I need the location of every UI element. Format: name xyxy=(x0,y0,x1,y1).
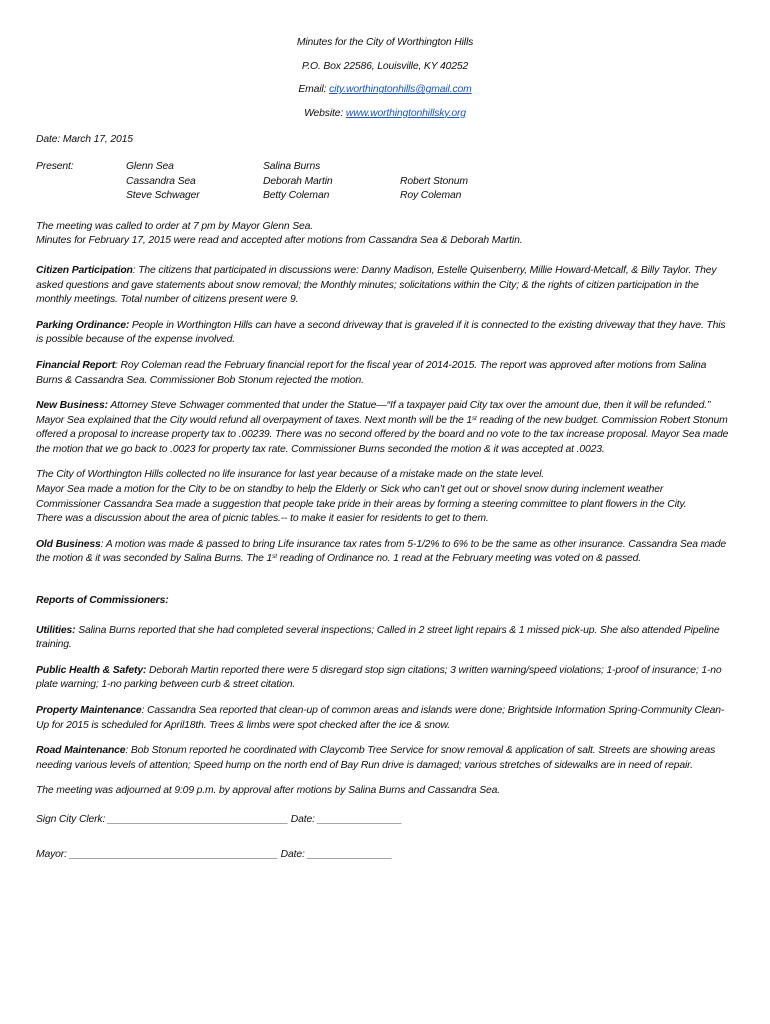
present-col-2 xyxy=(263,160,400,204)
section-heading: Citizen Participation xyxy=(36,264,133,276)
call-to-order: The meeting was called to order at 7 pm by Mayor Glenn Sea. xyxy=(36,220,314,232)
section-text: reading of Ordinance no. 1 read at the February meeting was voted on & passed. xyxy=(276,553,642,565)
insurance-line: The City of Worthington Hills collected no life insurance for last year because of a mistake made on the state level. xyxy=(36,469,545,481)
attendee: Robert Stonum xyxy=(400,175,468,187)
section-text: : Bob Stonum reported he coordinated with Claycomb Tree Service for snow removal & application of salt. Streets are showing areas needing various levels of attention; Speed hump on the north end of Bay Run drive is damaged; various stretches of sidewalks are in need of repair. xyxy=(36,745,716,771)
section-text: Attorney Steve Schwager commented that under the Statue—“If a taxpayer paid City tax over the amount due, then it will be refunded.” Mayor Sea explained that the City would refund all overpayment of taxes. Next month will be the 1 xyxy=(36,400,711,426)
clerk-signature-line: Sign City Clerk: ________________________________ Date: _______________ xyxy=(36,813,403,825)
insurance-line: Mayor Sea made a motion for the City to be on standby to help the Elderly or Sick who can’t get out or shovel snow during inclement weather xyxy=(36,484,664,496)
website-link[interactable]: www.worthingtonhillsky.org xyxy=(345,107,466,119)
email-line xyxy=(36,83,734,98)
mailing-address: P.O. Box 22586, Louisville, KY 40252 xyxy=(301,60,469,72)
email-link[interactable]: city.worthingtonhills@gmail.com xyxy=(329,84,472,96)
public-health-report xyxy=(36,664,734,693)
ordinal-suffix: st xyxy=(471,414,477,422)
attendee: Cassandra Sea xyxy=(126,175,196,187)
section-text: Salina Burns reported that she had completed several inspections; Called in 2 street light repairs & 1 missed pick-up. She also attended Pipeline training. xyxy=(36,624,720,651)
opening-paragraph xyxy=(36,220,734,249)
attendee: Roy Coleman xyxy=(400,190,462,202)
insurance-line: Commissioner Cassandra Sea made a suggestion that people take pride in their areas by forming a steering committee to plant flowers in the City. xyxy=(36,498,687,510)
section-text: : Roy Coleman read the February financial report for the fiscal year of 2014-2015. The report was approved after motions from Salina Burns & Cassandra Sea. Commissioner Bob Stonum rejected the motion. xyxy=(36,359,707,386)
website-line xyxy=(36,107,734,122)
attendee xyxy=(400,160,550,175)
old-business xyxy=(36,538,734,567)
ordinal-suffix: st xyxy=(272,553,277,561)
section-text: Deborah Martin reported there were 5 disregard stop sign citations; 3 written warning/speed violations; 1-proof of insurance; 1-no plate warning; 1-no parking between curb & street citation. xyxy=(36,664,722,691)
minutes-approval: Minutes for February 17, 2015 were read and accepted after motions from Cassandra Sea & Deborah Martin. xyxy=(36,235,523,247)
insurance-paragraph xyxy=(36,468,734,526)
financial-report xyxy=(36,359,734,388)
present-label: Present: xyxy=(36,160,74,172)
section-heading: Property Maintenance xyxy=(36,705,142,716)
attendee: Betty Coleman xyxy=(263,190,330,202)
website-label: Website: xyxy=(304,107,344,119)
attendee: Deborah Martin xyxy=(263,175,333,187)
attendee: Glenn Sea xyxy=(126,160,174,172)
section-text: : A motion was made & passed to bring Life insurance tax rates from 5-1/2% to 6% to be the same as other insurance. Cassandra Sea made the motion & it was seconded by Salina Burns. The 1 xyxy=(36,538,727,565)
present-list xyxy=(36,160,734,204)
present-col-3 xyxy=(400,160,550,204)
utilities-report xyxy=(36,624,734,653)
present-col-1 xyxy=(126,160,263,204)
section-text: reading of the new budget. Commission Robert Stonum offered a proposal to increase property tax to .00239. There was no second offered by the board and no vote to the tax increase proposal. Mayor Sea made the motion that we go back to .0023 for property tax rate. Commissioner Burns seconded the motion & it was accepted at .0023. xyxy=(36,414,729,455)
attendee: Steve Schwager xyxy=(126,190,200,202)
adjournment: The meeting was adjourned at 9:09 p.m. by approval after motions by Salina Burns and Cassandra Sea. xyxy=(36,785,500,797)
attendee: Salina Burns xyxy=(263,160,321,172)
parking-ordinance xyxy=(36,319,734,348)
section-text: : The citizens that participated in discussions were: Danny Madison, Estelle Quisenberry, Millie Howard-Metcalf, & Billy Taylor. They asked questions and gave statements about snow removal; the Monthly minutes; solicitations within the City; & the rights of citizen participation in the monthly meetings. Total number of citizens present were 9. xyxy=(36,264,717,306)
reports-heading xyxy=(36,594,734,609)
insurance-line: There was a discussion about the area of picnic tables.-- to make it easier for residents to get to them. xyxy=(36,513,489,525)
section-heading: Reports of Commissioners: xyxy=(36,595,169,607)
road-maintenance-report xyxy=(36,744,734,773)
citizen-participation xyxy=(36,264,734,308)
section-heading: Utilities: xyxy=(36,624,76,636)
doc-title: Minutes for the City of Worthington Hills xyxy=(296,37,474,48)
mayor-signature-line: Mayor: _____________________________________ Date: _______________ xyxy=(36,848,392,860)
property-maintenance-report xyxy=(36,704,734,733)
spacer xyxy=(36,578,734,594)
section-text: People in Worthington Hills can have a second driveway that is graveled if it is connected to the existing driveway that they have. This is possible because of the expense involved. xyxy=(36,319,726,346)
section-heading: Old Business xyxy=(36,538,101,550)
meeting-date: Date: March 17, 2015 xyxy=(36,134,133,146)
section-heading: New Business: xyxy=(36,400,108,412)
section-heading: Road Maintenance xyxy=(36,745,126,757)
section-heading: Public Health & Safety: xyxy=(36,664,147,676)
email-label: Email: xyxy=(298,84,327,96)
section-text: : Cassandra Sea reported that clean-up of common areas and islands were done; Brightside Information Spring-Community Clean-Up for 2015 is scheduled for April18th. Trees & limbs were spot checked after the ice & snow. xyxy=(36,705,725,731)
new-business xyxy=(36,399,734,457)
section-heading: Parking Ordinance: xyxy=(36,319,130,331)
section-heading: Financial Report xyxy=(36,359,116,371)
